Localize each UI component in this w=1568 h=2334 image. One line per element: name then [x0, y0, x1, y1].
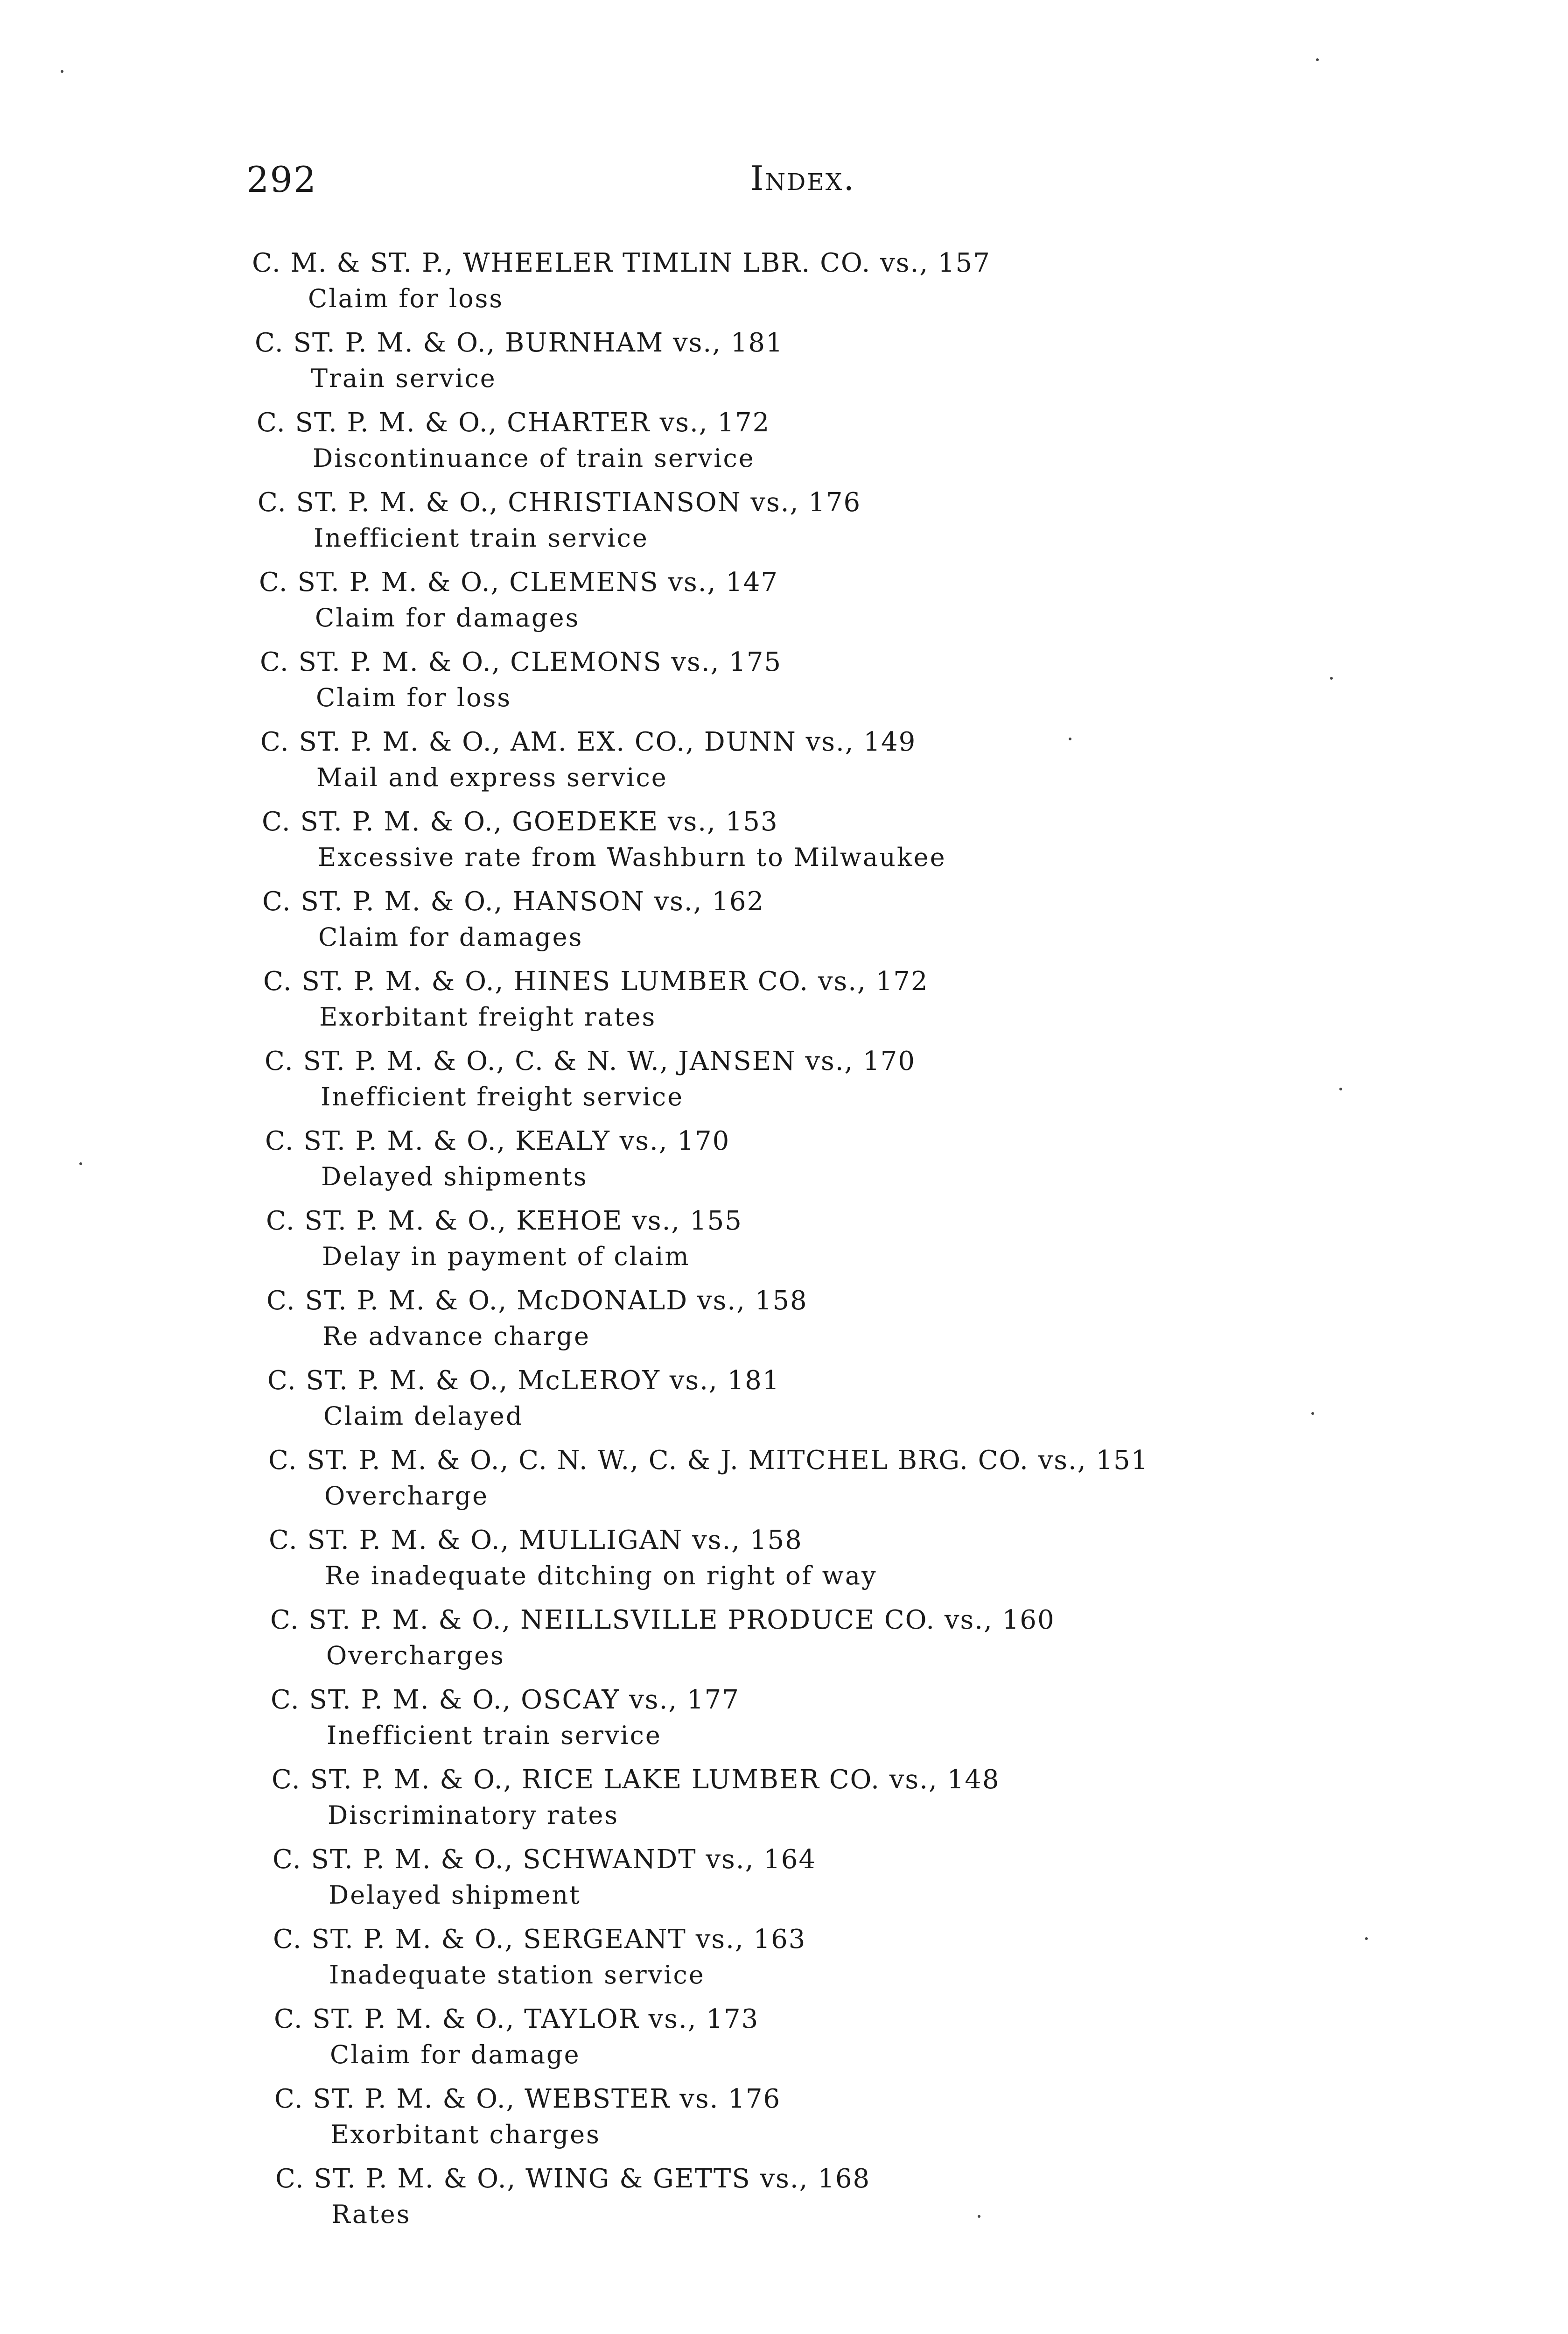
index-entry — [252, 1682, 1372, 1762]
index-entry — [252, 1762, 1372, 1842]
entry-heading: C. ST. P. M. & O., CLEMONS vs., 175 — [260, 647, 782, 677]
entry-heading: C. ST. P. M. & O., WEBSTER vs. 176 — [274, 2084, 781, 2114]
print-speck — [79, 1162, 82, 1165]
index-entry — [252, 405, 1372, 485]
entry-subheading: Re inadequate ditching on right of way — [325, 1561, 877, 1590]
entry-heading: C. ST. P. M. & O., AM. EX. CO., DUNN vs., 149 — [260, 727, 917, 757]
index-entry — [252, 2161, 1372, 2241]
entry-heading: C. ST. P. M. & O., RICE LAKE LUMBER CO. vs., 148 — [272, 1765, 1000, 1795]
entry-heading: C. ST. P. M. & O., OSCAY vs., 177 — [271, 1685, 740, 1715]
index-entry — [252, 884, 1372, 963]
entry-subheading: Delayed shipments — [321, 1162, 588, 1191]
index-entry — [252, 2001, 1372, 2081]
print-speck — [1311, 1412, 1314, 1415]
index-entry — [252, 1203, 1372, 1283]
index-entry — [252, 1602, 1372, 1682]
print-speck — [61, 70, 63, 73]
entry-subheading: Claim for damages — [318, 922, 583, 952]
index-entry — [252, 1522, 1372, 1602]
entry-subheading: Inadequate station service — [329, 1960, 705, 1990]
print-speck — [978, 2215, 980, 2218]
entry-heading: C. ST. P. M. & O., GOEDEKE vs., 153 — [262, 807, 778, 837]
index-entry — [252, 804, 1372, 884]
entry-heading: C. ST. P. M. & O., C. N. W., C. & J. MITCHEL BRG. CO. vs., 151 — [268, 1445, 1149, 1476]
entry-heading: C. ST. P. M. & O., CHARTER vs., 172 — [257, 408, 770, 438]
index-entry — [252, 1842, 1372, 1921]
index-entry — [252, 564, 1372, 644]
index-entry — [252, 724, 1372, 804]
entry-subheading: Inefficient freight service — [321, 1082, 684, 1111]
index-entry — [252, 1123, 1372, 1203]
entry-subheading: Claim delayed — [323, 1401, 524, 1431]
entry-heading: C. M. & ST. P., WHEELER TIMLIN LBR. CO. vs., 157 — [252, 248, 991, 278]
entry-subheading: Mail and express service — [316, 763, 668, 792]
entry-heading: C. ST. P. M. & O., KEHOE vs., 155 — [266, 1206, 742, 1236]
index-entry — [252, 1363, 1372, 1442]
print-speck — [1339, 1088, 1342, 1090]
entry-heading: C. ST. P. M. & O., NEILLSVILLE PRODUCE CO. vs., 160 — [270, 1605, 1055, 1635]
entry-subheading: Discontinuance of train service — [313, 443, 755, 473]
index-entry — [252, 1283, 1372, 1363]
print-speck — [1365, 1937, 1368, 1940]
page-header — [246, 159, 946, 210]
page-number: 292 — [246, 159, 317, 200]
entry-heading: C. ST. P. M. & O., HANSON vs., 162 — [262, 886, 765, 917]
print-speck — [1069, 738, 1071, 740]
entry-heading: C. ST. P. M. & O., TAYLOR vs., 173 — [274, 2004, 759, 2034]
entry-heading: C. ST. P. M. & O., C. & N. W., JANSEN vs., 170 — [265, 1046, 916, 1076]
entry-subheading: Overcharge — [324, 1481, 489, 1511]
entry-heading: C. ST. P. M. & O., HINES LUMBER CO. vs., 172 — [263, 966, 929, 997]
entry-heading: C. ST. P. M. & O., KEALY vs., 170 — [265, 1126, 730, 1156]
entry-subheading: Claim for loss — [316, 683, 512, 712]
entry-heading: C. ST. P. M. & O., BURNHAM vs., 181 — [255, 328, 784, 358]
entry-subheading: Exorbitant freight rates — [319, 1002, 657, 1032]
entry-subheading: Rates — [331, 2200, 411, 2229]
entry-subheading: Claim for damage — [330, 2040, 581, 2069]
index-entry — [252, 1921, 1372, 2001]
entry-subheading: Delay in payment of claim — [322, 1242, 690, 1271]
entry-subheading: Delayed shipment — [329, 1880, 581, 1910]
entry-heading: C. ST. P. M. & O., McLEROY vs., 181 — [267, 1365, 780, 1396]
entry-subheading: Re advance charge — [322, 1322, 590, 1351]
entry-subheading: Claim for damages — [315, 603, 580, 633]
index-entry — [252, 485, 1372, 564]
entry-subheading: Discriminatory rates — [328, 1800, 619, 1830]
entry-subheading: Inefficient train service — [327, 1721, 662, 1750]
entry-heading: C. ST. P. M. & O., CLEMENS vs., 147 — [259, 567, 779, 598]
index-entry — [252, 963, 1372, 1043]
entry-heading: C. ST. P. M. & O., WING & GETTS vs., 168 — [275, 2164, 871, 2194]
index-entry — [252, 644, 1372, 724]
index-entry-list — [252, 245, 1372, 2241]
running-head: Index. — [750, 159, 856, 198]
entry-subheading: Excessive rate from Washburn to Milwaukee — [318, 843, 946, 872]
index-entry — [252, 1043, 1372, 1123]
entry-heading: C. ST. P. M. & O., McDONALD vs., 158 — [266, 1286, 808, 1316]
index-entry — [252, 325, 1372, 405]
entry-heading: C. ST. P. M. & O., SCHWANDT vs., 164 — [273, 1844, 817, 1875]
entry-subheading: Overcharges — [326, 1641, 505, 1670]
index-entry — [252, 1442, 1372, 1522]
entry-heading: C. ST. P. M. & O., MULLIGAN vs., 158 — [269, 1525, 803, 1555]
entry-heading: C. ST. P. M. & O., SERGEANT vs., 163 — [273, 1924, 806, 1954]
entry-heading: C. ST. P. M. & O., CHRISTIANSON vs., 176 — [258, 487, 861, 518]
print-speck — [1316, 58, 1319, 61]
index-entry — [252, 2081, 1372, 2161]
entry-subheading: Train service — [311, 364, 497, 393]
entry-subheading: Inefficient train service — [314, 523, 649, 553]
entry-subheading: Claim for loss — [308, 284, 504, 313]
index-entry — [252, 245, 1372, 325]
print-speck — [1330, 677, 1333, 680]
entry-subheading: Exorbitant charges — [330, 2120, 601, 2149]
